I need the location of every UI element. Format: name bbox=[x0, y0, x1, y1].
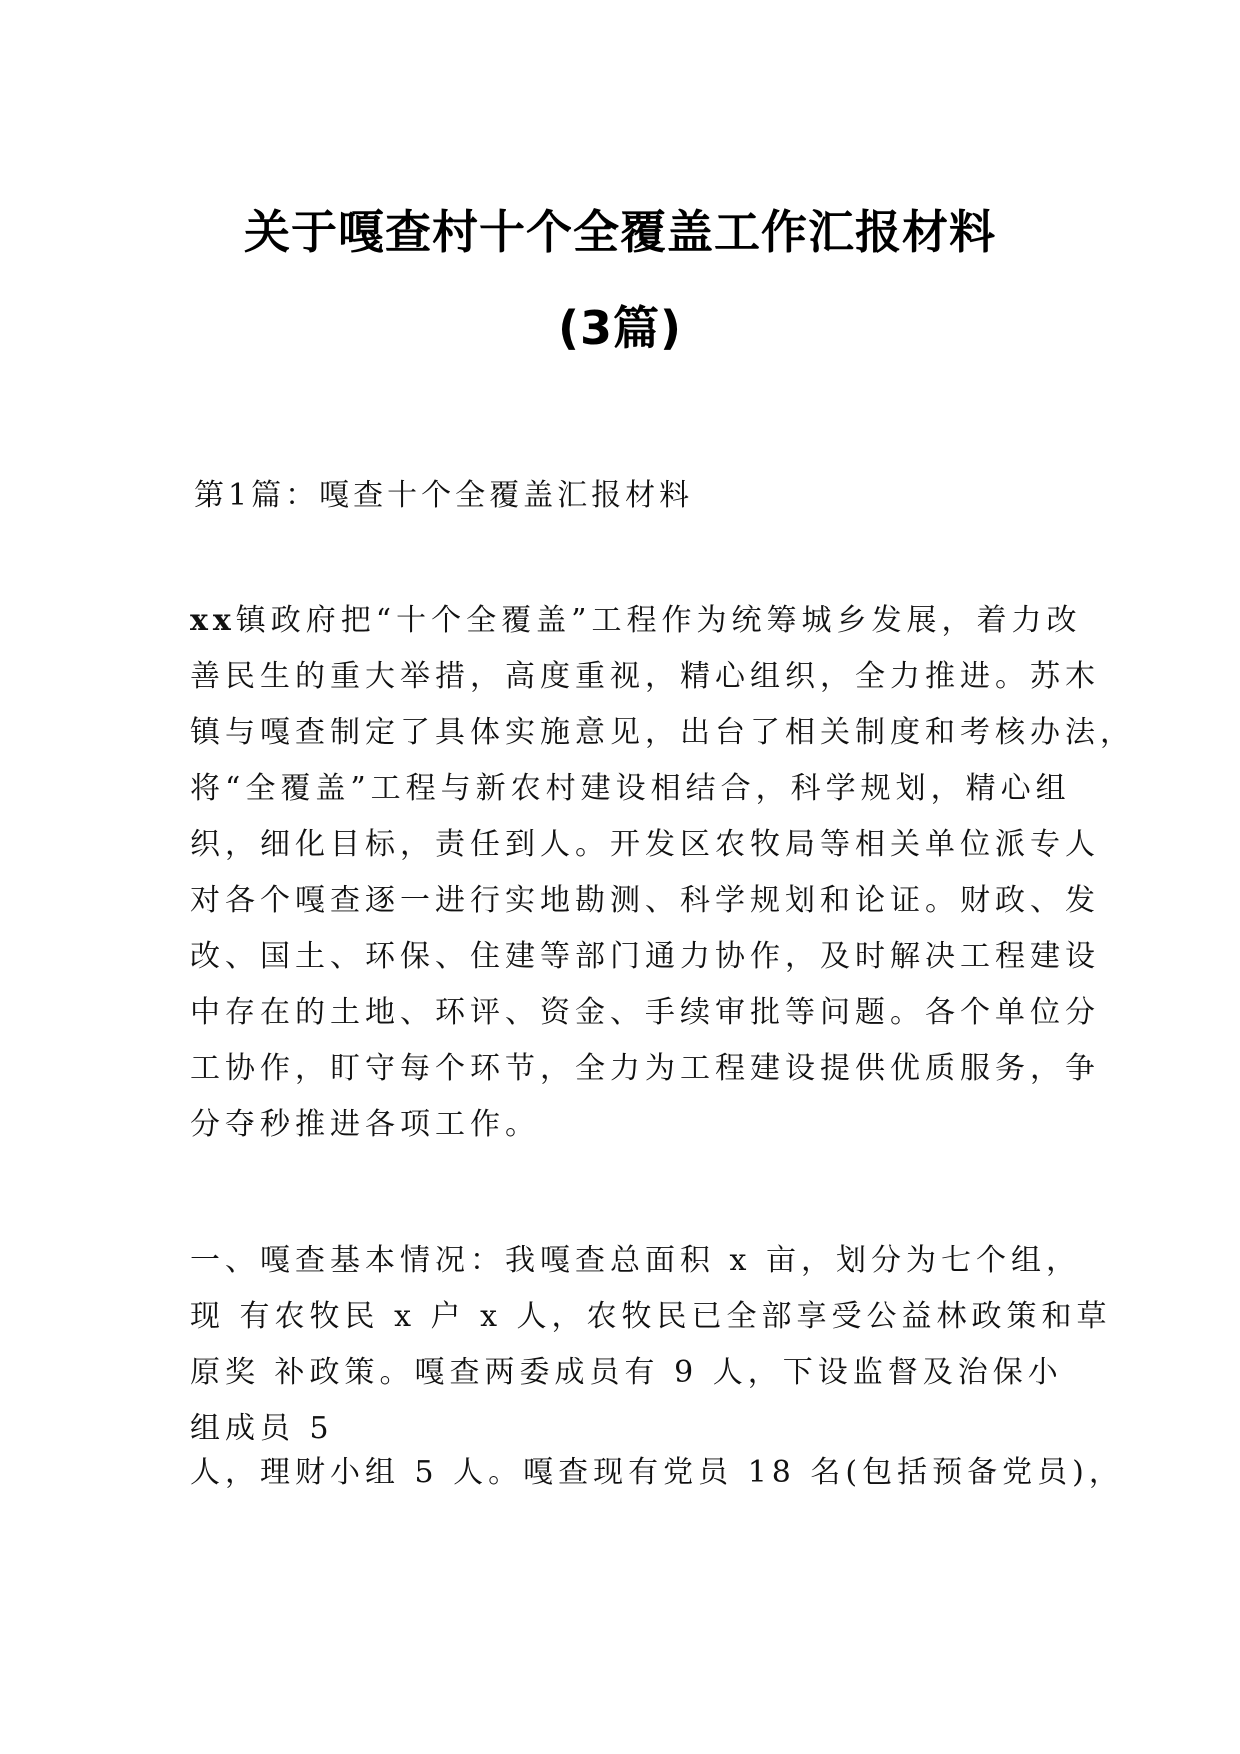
paragraph-2-line: 现 有农牧民 x 户 x 人，农牧民已全部享受公益林政策和草 bbox=[190, 1299, 1112, 1334]
paragraph-1-line: 分夺秒推进各项工作。 bbox=[190, 1107, 540, 1142]
paragraph-1-line: 对各个嘎查逐一进行实地勘测、科学规划和论证。财政、发 bbox=[190, 883, 1100, 918]
paragraph-1-line-text: 镇政府把“十个全覆盖”工程作为统筹城乡发展，着力改 bbox=[235, 603, 1082, 638]
paragraph-1-line bbox=[190, 593, 1082, 649]
paragraph-1-line: 工协作，盯守每个环节，全力为工程建设提供优质服务，争 bbox=[190, 1051, 1100, 1086]
paragraph-2-line: 一、嘎查基本情况：我嘎查总面积 x 亩，划分为七个组， bbox=[190, 1243, 1081, 1278]
section-heading: 第1篇：嘎查十个全覆盖汇报材料 bbox=[194, 478, 694, 513]
paragraph-1-line: 善民生的重大举措，高度重视，精心组织，全力推进。苏木 bbox=[190, 659, 1100, 694]
paragraph-1 bbox=[190, 593, 1135, 1153]
paragraph-2 bbox=[190, 1233, 1124, 1501]
paragraph-1-line: 镇与嘎查制定了具体实施意见，出台了相关制度和考核办法， bbox=[190, 715, 1135, 750]
paragraph-1-line: 将“全覆盖”工程与新农村建设相结合，科学规划，精心组 bbox=[190, 771, 1071, 806]
paragraph-1-line: 中存在的土地、环评、资金、手续审批等问题。各个单位分 bbox=[190, 995, 1100, 1030]
paragraph-2-line: 人，理财小组 5 人。嘎查现有党员 18 名(包括预备党员)， bbox=[190, 1455, 1124, 1490]
paragraph-1-line: 织，细化目标，责任到人。开发区农牧局等相关单位派专人 bbox=[190, 827, 1100, 862]
paragraph-2-line: 组成员 5 bbox=[190, 1411, 334, 1446]
paragraph-1-line: 改、国土、环保、住建等部门通力协作，及时解决工程建设 bbox=[190, 939, 1100, 974]
paragraph-2-line: 原奖 补政策。嘎查两委成员有 9 人，下设监督及治保小 bbox=[190, 1355, 1063, 1390]
paragraph-1-prefix: xx bbox=[190, 603, 236, 638]
document-title-line1: 关于嘎查村十个全覆盖工作汇报材料 bbox=[244, 205, 996, 259]
document-title-line2: (3篇) bbox=[557, 301, 683, 355]
